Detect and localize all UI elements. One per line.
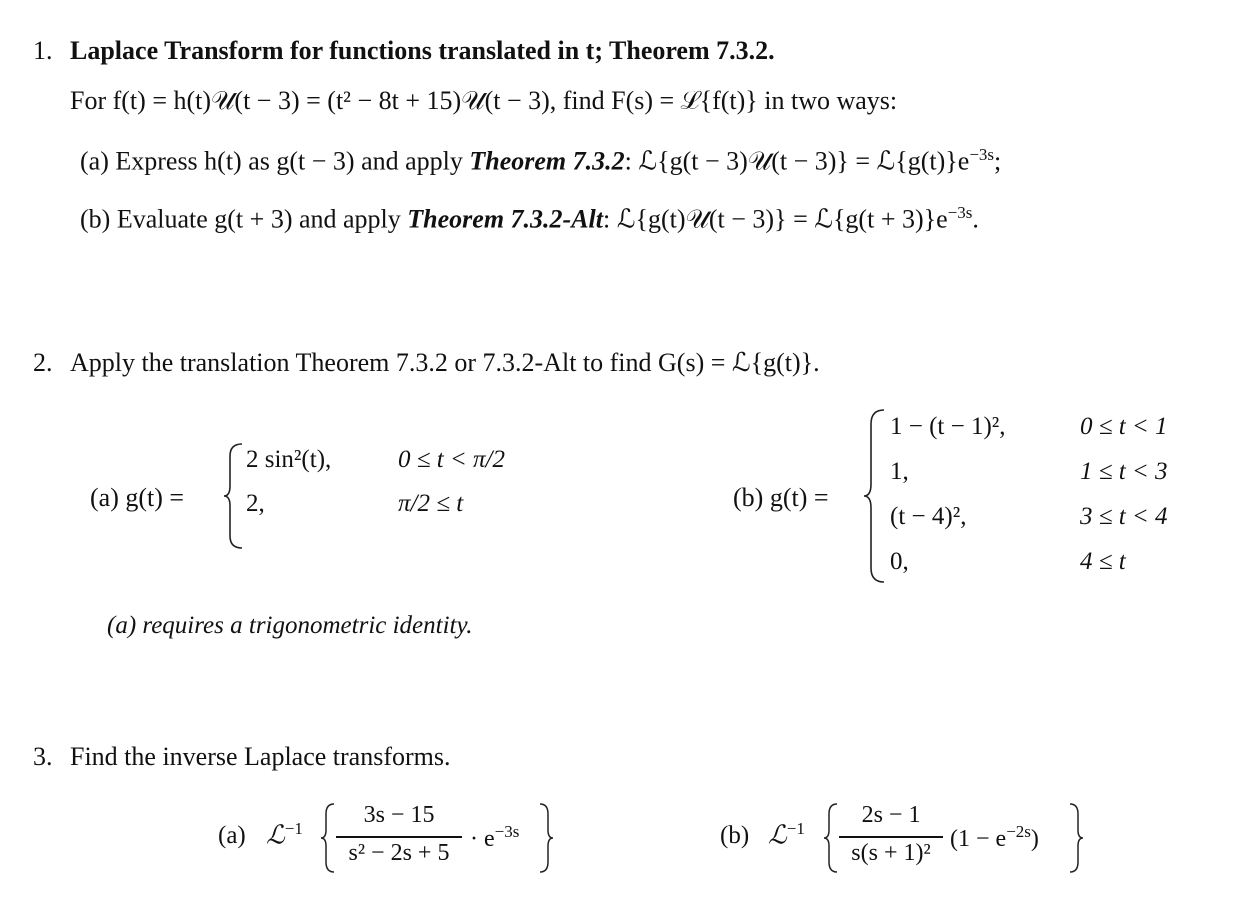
problem-3b-operator [768,819,805,851]
problem-1-title: Laplace Transform for functions translated in t; Theorem 7.3.2. [70,36,775,65]
problem-3a-denominator: s² − 2s + 5 [348,840,450,866]
problem-3-number: 3. [33,742,53,771]
problem-3a-tail-exp: −3s [494,822,520,841]
problem-2a-row2-cond: π/2 ≤ t [398,490,464,517]
problem-2b-row4-expr: 0, [890,548,909,575]
problem-2a-row1-expr: 2 sin²(t), [246,446,332,473]
problem-1a-label: (a) [80,146,109,176]
problem-3b-tail-base: (1 − e [950,826,1007,852]
problem-2b-row4-cond: 4 ≤ t [1080,548,1126,575]
problem-2a-row1-cond: 0 ≤ t < π/2 [398,446,506,473]
problem-3a-label: (a) [218,822,246,849]
inverse-laplace-symbol: ℒ [768,820,787,850]
problem-3a-tail [470,822,519,853]
problem-1-statement: For f(t) = h(t)𝒰(t − 3) = (t² − 8t + 15)𝒰(t − 3), find F(s) = ℒ{f(t)} in two ways: [70,86,898,115]
problem-2b-row2-cond: 1 ≤ t < 3 [1080,458,1168,485]
problem-3b-tail-end: ) [1030,826,1039,852]
problem-2b-brace [862,408,886,584]
problem-1b-formula: : ℒ{g(t)𝒰(t − 3)} = ℒ{g(t + 3)}e [603,204,948,234]
problem-3b-numerator: 2s − 1 [861,802,921,828]
problem-1-number: 1. [33,36,53,65]
problem-3a-fraction-bar [336,836,462,838]
problem-2b-lhs: (b) g(t) = [733,483,829,512]
problem-3b-right-brace [1068,802,1084,874]
problem-2b-row3-cond: 3 ≤ t < 4 [1080,503,1168,530]
problem-1a-theorem: Theorem 7.3.2 [469,146,625,176]
problem-1b-end: . [972,204,979,234]
problem-1b-label: (b) [80,204,111,234]
problem-3a-right-brace [538,802,554,874]
problem-2-number: 2. [33,348,53,377]
problem-1a-end: ; [994,146,1002,176]
problem-3b-label: (b) [720,822,750,849]
problem-3a-left-brace [320,802,336,874]
problem-1b-theorem: Theorem 7.3.2-Alt [407,204,604,234]
problem-3b-tail [950,822,1039,853]
problem-1b-exponent: −3s [947,203,973,222]
problem-3a-numerator: 3s − 15 [363,802,435,828]
problem-1a [80,145,1001,178]
problem-2b-row1-cond: 0 ≤ t < 1 [1080,413,1168,440]
problem-1b [80,203,979,236]
problem-2b-row3-expr: (t − 4)², [890,503,967,530]
problem-3b-left-brace [823,802,839,874]
problem-3a-operator [266,819,303,851]
problem-2a-brace [222,442,244,550]
problem-3b-denominator: s(s + 1)² [851,840,931,866]
problem-2a-note: (a) requires a trigonometric identity. [107,612,473,639]
inverse-laplace-symbol: ℒ [266,820,285,850]
problem-3-statement: Find the inverse Laplace transforms. [70,742,451,771]
problem-2b-row1-expr: 1 − (t − 1)², [890,413,1006,440]
problem-1a-text: Express h(t) as g(t − 3) and apply [115,146,463,176]
problem-2b-row2-expr: 1, [890,458,909,485]
problem-3b-fraction-bar [839,836,943,838]
problem-1a-formula: : ℒ{g(t − 3)𝒰(t − 3)} = ℒ{g(t)}e [624,146,970,176]
problem-2-statement: Apply the translation Theorem 7.3.2 or 7.3.2-Alt to find G(s) = ℒ{g(t)}. [70,348,820,377]
problem-2a-lhs: (a) g(t) = [90,483,185,512]
problem-3a-tail-base: · e [470,826,495,852]
problem-1a-exponent: −3s [969,145,995,164]
problem-1b-text: Evaluate g(t + 3) and apply [116,204,401,234]
problem-3a-operator-exp: −1 [284,819,303,838]
problem-3b-operator-exp: −1 [786,819,805,838]
problem-3b-tail-exp: −2s [1006,822,1031,841]
problem-2a-row2-expr: 2, [246,490,265,517]
